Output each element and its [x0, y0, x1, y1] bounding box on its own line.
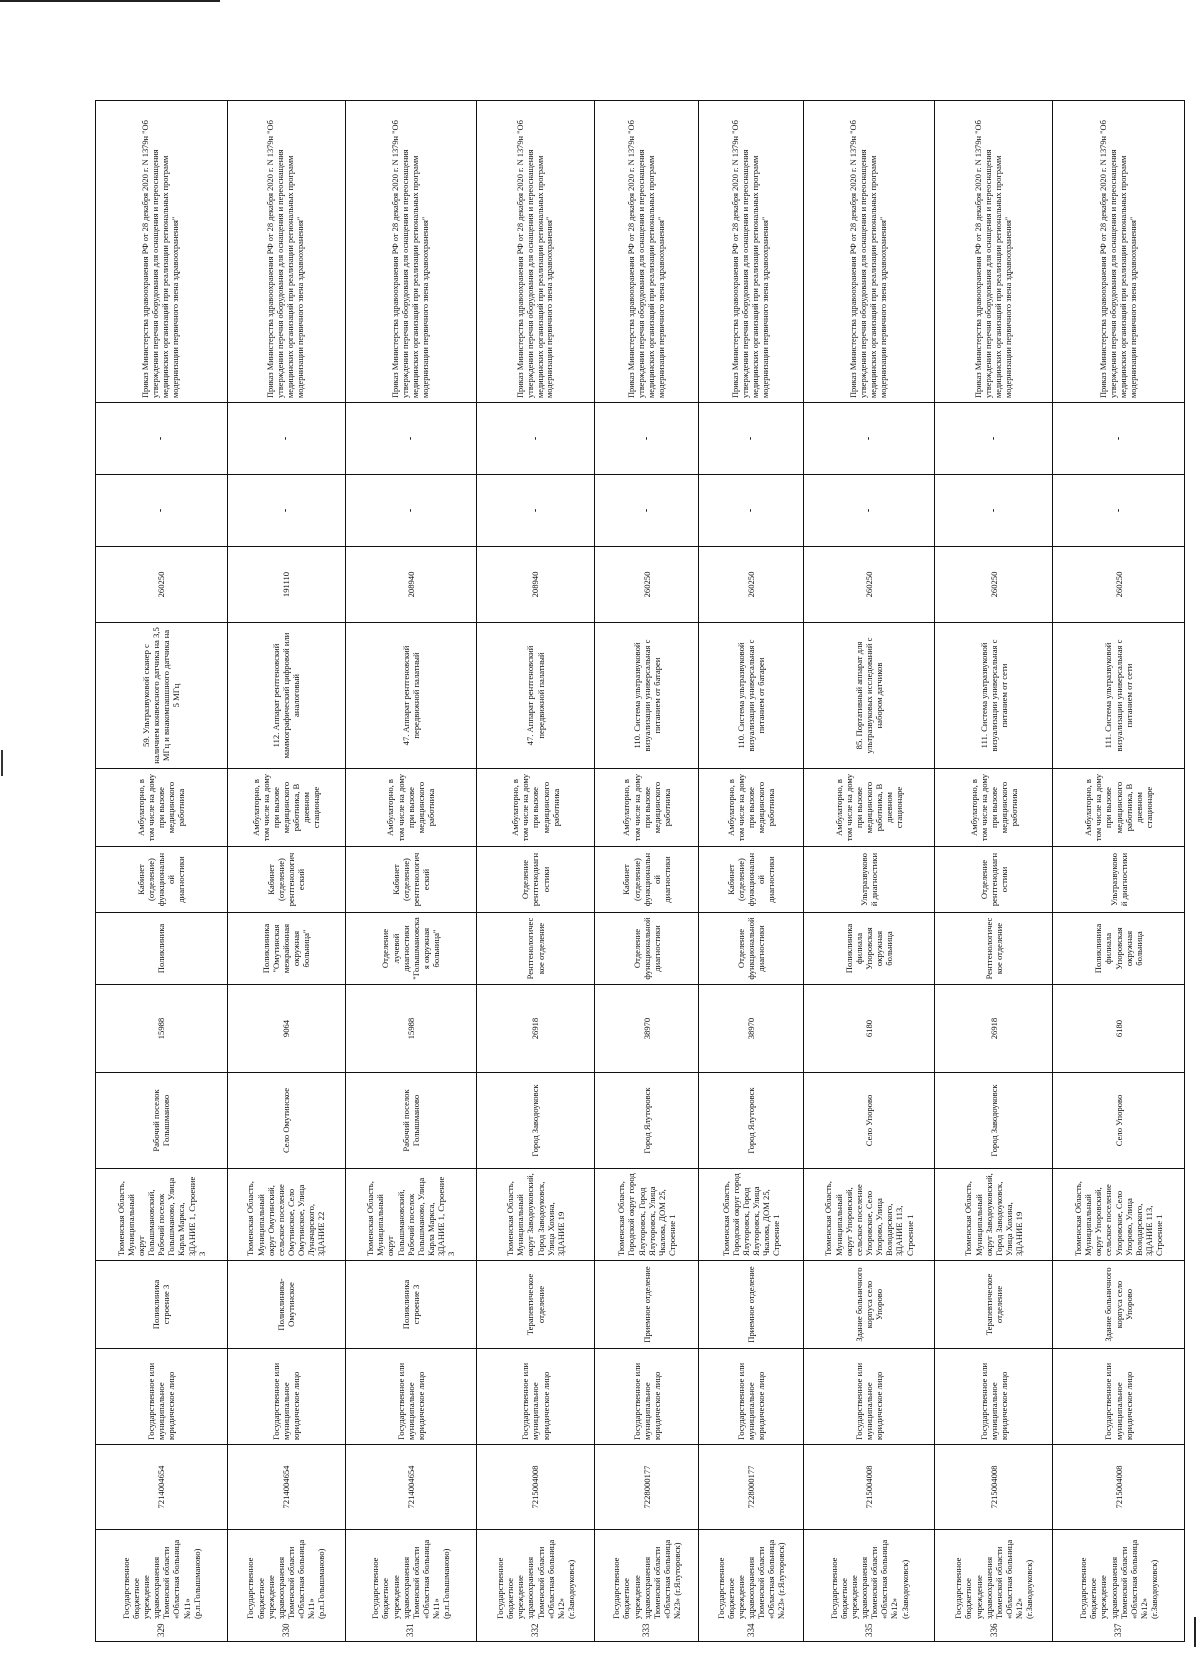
care-conditions-cell: Амбулаторно, в том числе на дому при вызове медицинского работника	[595, 769, 699, 847]
population-cell: 26918	[477, 985, 595, 1073]
empty-value-cell: -	[477, 475, 595, 547]
cabinet-cell: Кабинет (отделение) функциональной диагностики	[595, 847, 699, 913]
locality-cell: Город Ялуторовск	[595, 1073, 699, 1169]
entity-type-cell: Государственное или муниципальное юридическое лицо	[345, 1349, 477, 1445]
address-cell: Тюменская Область, Муниципальный округ Заводоуковский, Город Заводоуковск, Улица Хохина, ЗДАНИЕ 19	[477, 1169, 595, 1261]
scan-edge-line	[0, 0, 220, 2]
entity-type-cell: Государственное или муниципальное юридическое лицо	[803, 1349, 935, 1445]
entity-type-cell: Государственное или муниципальное юридическое лицо	[227, 1349, 345, 1445]
cabinet-cell: Ультразвуковой диагностики	[803, 847, 935, 913]
row-number: 332	[530, 1623, 541, 1637]
inn-cell: 7215004008	[803, 1445, 935, 1530]
price-cell: 191110	[227, 547, 345, 623]
locality-cell: Село Упорово	[1053, 1073, 1185, 1169]
empty-value-cell: -	[595, 475, 699, 547]
order-reference-cell: Приказ Министерства здравоохранения РФ от 28 декабря 2020 г. N 1379н "Об утверждении перечня оборудования для оснащения и переоснащения медицинских организаций при реализации региональных программ модернизации первичного звена здравоохранения"	[935, 101, 1053, 403]
cabinet-cell: Кабинет (отделение) функциональной диагностики	[96, 847, 228, 913]
table-row	[477, 101, 595, 1642]
organization-cell	[227, 1530, 345, 1642]
equipment-cell: 111. Система ультразвуковой визуализации универсальная с питанием от сети	[935, 623, 1053, 769]
care-conditions-cell: Амбулаторно, в том числе на дому при вызове медицинского работника, В дневном стационаре	[1053, 769, 1185, 847]
inn-cell: 7215004008	[1053, 1445, 1185, 1530]
table-row	[227, 101, 345, 1642]
empty-value-cell: -	[699, 403, 803, 475]
price-cell: 260250	[96, 547, 228, 623]
cabinet-cell: Кабинет (отделение) рентгенологический	[345, 847, 477, 913]
equipment-cell: 85. Портативный аппарат для ультразвуковых исследований с набором датчиков	[803, 623, 935, 769]
locality-cell: Город Заводоуковск	[935, 1073, 1053, 1169]
inn-cell: 7214004654	[96, 1445, 228, 1530]
inn-cell: 7215004008	[477, 1445, 595, 1530]
division-cell: Рентгенологическое отделение	[477, 913, 595, 985]
organization-name: Государственное бюджетное учреждение здравоохранения Тюменской области «Областная больница №12» (г.Заводоуковск)	[828, 1539, 910, 1619]
order-reference-cell: Приказ Министерства здравоохранения РФ от 28 декабря 2020 г. N 1379н "Об утверждении перечня оборудования для оснащения и переоснащения медицинских организаций при реализации региональных программ модернизации первичного звена здравоохранения"	[803, 101, 935, 403]
order-reference-cell: Приказ Министерства здравоохранения РФ от 28 декабря 2020 г. N 1379н "Об утверждении перечня оборудования для оснащения и переоснащения медицинских организаций при реализации региональных программ модернизации первичного звена здравоохранения"	[227, 101, 345, 403]
cabinet-cell: Отделение рентгенодиагностики	[935, 847, 1053, 913]
address-cell: Тюменская Область, Муниципальный округ Голышмановский, Рабочий поселок Голышманово, Улица Карла Маркса, ЗДАНИЕ 1, Строение 3	[345, 1169, 477, 1261]
table-row	[803, 101, 935, 1642]
population-cell: 15988	[96, 985, 228, 1073]
row-number: 337	[1113, 1623, 1124, 1637]
care-conditions-cell: Амбулаторно, в том числе на дому при вызове медицинского работника	[345, 769, 477, 847]
address-cell: Тюменская Область, Муниципальный округ Омутинский, сельское поселение Омутинское, Село Омутинское, Улица Луначарского, ЗДАНИЕ 22	[227, 1169, 345, 1261]
order-reference-cell: Приказ Министерства здравоохранения РФ от 28 декабря 2020 г. N 1379н "Об утверждении перечня оборудования для оснащения и переоснащения медицинских организаций при реализации региональных программ модернизации первичного звена здравоохранения"	[96, 101, 228, 403]
care-conditions-cell: Амбулаторно, в том числе на дому при вызове медицинского работника	[96, 769, 228, 847]
empty-value-cell: -	[1053, 403, 1185, 475]
empty-value-cell: -	[803, 403, 935, 475]
division-cell: Поликлиника "Омутинская межрайонная окружная больница"	[227, 913, 345, 985]
entity-type-cell: Государственное или муниципальное юридическое лицо	[595, 1349, 699, 1445]
organization-name: Государственное бюджетное учреждение здравоохранения Тюменской области «Областная больница №23» (г.Ялуторовск)	[715, 1539, 787, 1619]
population-cell: 6180	[1053, 985, 1185, 1073]
equipment-cell: 110. Система ультразвуковой визуализации универсальная с питанием от батареи	[595, 623, 699, 769]
table-row	[1053, 101, 1185, 1642]
order-reference-cell: Приказ Министерства здравоохранения РФ от 28 декабря 2020 г. N 1379н "Об утверждении перечня оборудования для оснащения и переоснащения медицинских организаций при реализации региональных программ модернизации первичного звена здравоохранения"	[477, 101, 595, 403]
address-cell: Тюменская Область, Городской округ город Ялуторовск, Город Ялуторовск, Улица Чкалова, ДОМ 25, Строение 1	[595, 1169, 699, 1261]
empty-value-cell: -	[227, 403, 345, 475]
table-row	[595, 101, 699, 1642]
scan-edge-mark-right	[1194, 1617, 1196, 1647]
empty-value-cell: -	[935, 475, 1053, 547]
price-cell: 260250	[803, 547, 935, 623]
entity-type-cell: Государственное или муниципальное юридическое лицо	[935, 1349, 1053, 1445]
locality-cell: Село Упорово	[803, 1073, 935, 1169]
building-cell: Приемное отделение	[699, 1261, 803, 1349]
equipment-cell: 110. Система ультразвуковой визуализации универсальная с питанием от батареи	[699, 623, 803, 769]
row-number: 336	[988, 1623, 999, 1637]
building-cell: Терапевтическое отделение	[477, 1261, 595, 1349]
scan-edge-mark-left	[1, 750, 3, 776]
row-number: 330	[280, 1623, 291, 1637]
organization-cell	[803, 1530, 935, 1642]
table-row	[345, 101, 477, 1642]
organization-name: Государственное бюджетное учреждение здравоохранения Тюменской области «Областная больница №11» (р.п.Голышманово)	[245, 1539, 327, 1619]
row-number: 333	[641, 1623, 652, 1637]
division-cell: Поликлиника	[96, 913, 228, 985]
building-cell: Поликлиника-Омутинское	[227, 1261, 345, 1349]
row-number: 334	[745, 1623, 756, 1637]
locality-cell: Город Заводоуковск	[477, 1073, 595, 1169]
population-cell: 38970	[595, 985, 699, 1073]
price-cell: 208940	[477, 547, 595, 623]
organization-cell	[699, 1530, 803, 1642]
empty-value-cell: -	[699, 475, 803, 547]
division-cell: Поликлиника филиала Упоровская окружная больница	[1053, 913, 1185, 985]
price-cell: 260250	[699, 547, 803, 623]
cabinet-cell: Кабинет (отделение) рентгенологический	[227, 847, 345, 913]
price-cell: 260250	[935, 547, 1053, 623]
locality-cell: Село Омутинское	[227, 1073, 345, 1169]
entity-type-cell: Государственное или муниципальное юридическое лицо	[699, 1349, 803, 1445]
care-conditions-cell: Амбулаторно, в том числе на дому при вызове медицинского работника	[699, 769, 803, 847]
building-cell: Здание больничного корпуса село Упорово	[803, 1261, 935, 1349]
organization-name: Государственное бюджетное учреждение здравоохранения Тюменской области «Областная больница №12» (г.Заводоуковск)	[1078, 1539, 1160, 1619]
entity-type-cell: Государственное или муниципальное юридическое лицо	[477, 1349, 595, 1445]
organization-name: Государственное бюджетное учреждение здравоохранения Тюменской области «Областная больница №23» (г.Ялуторовск)	[611, 1539, 683, 1619]
population-cell: 38970	[699, 985, 803, 1073]
cabinet-cell: Ультразвуковой диагностики	[1053, 847, 1185, 913]
empty-value-cell: -	[96, 475, 228, 547]
row-number: 329	[155, 1623, 166, 1637]
building-cell: Приемное отделение	[595, 1261, 699, 1349]
organization-name: Государственное бюджетное учреждение здравоохранения Тюменской области «Областная больница №12» (г.Заводоуковск)	[953, 1539, 1035, 1619]
division-cell: Рентгенологическое отделение	[935, 913, 1053, 985]
equipment-cell: 59. Ультразвуковой сканер с наличием конвексного датчика на 3,5 МГц и внакомпашшного датчика на 5 МГц	[96, 623, 228, 769]
building-cell: Поликлиника строение 3	[345, 1261, 477, 1349]
locality-cell: Город Ялуторовск	[699, 1073, 803, 1169]
empty-value-cell: -	[595, 403, 699, 475]
inn-cell: 7214004654	[227, 1445, 345, 1530]
empty-value-cell: -	[345, 475, 477, 547]
division-cell: Отделение лучевой диагностики "Голышмановская окружная больница"	[345, 913, 477, 985]
division-cell: Поликлиника филиала Упоровская окружная больница	[803, 913, 935, 985]
equipment-cell: 47. Аппарат рентгеновский передвижной палатный	[477, 623, 595, 769]
equipment-cell: 112. Аппарат рентгеновский маммографический цифровой или аналоговый	[227, 623, 345, 769]
order-reference-cell: Приказ Министерства здравоохранения РФ от 28 декабря 2020 г. N 1379н "Об утверждении перечня оборудования для оснащения и переоснащения медицинских организаций при реализации региональных программ модернизации первичного звена здравоохранения"	[595, 101, 699, 403]
price-cell: 208940	[345, 547, 477, 623]
price-cell: 260250	[1053, 547, 1185, 623]
population-cell: 6180	[803, 985, 935, 1073]
organization-cell	[595, 1530, 699, 1642]
empty-value-cell: -	[1053, 475, 1185, 547]
cabinet-cell: Кабинет (отделение) функциональной диагностики	[699, 847, 803, 913]
table-row	[96, 101, 228, 1642]
locality-cell: Рабочий поселок Голышманово	[96, 1073, 228, 1169]
division-cell: Отделение функциональной диагностики	[699, 913, 803, 985]
care-conditions-cell: Амбулаторно, в том числе на дому при вызове медицинского работника	[477, 769, 595, 847]
empty-value-cell: -	[935, 403, 1053, 475]
organization-cell	[1053, 1530, 1185, 1642]
organization-cell	[477, 1530, 595, 1642]
row-number: 335	[863, 1623, 874, 1637]
population-cell: 15988	[345, 985, 477, 1073]
building-cell: Терапевтическое отделение	[935, 1261, 1053, 1349]
organization-cell	[96, 1530, 228, 1642]
price-cell: 260250	[595, 547, 699, 623]
empty-value-cell: -	[96, 403, 228, 475]
cabinet-cell: Отделение рентгенодиагностики	[477, 847, 595, 913]
equipment-cell: 111. Система ультразвуковой визуализации универсальная с питанием от сети	[1053, 623, 1185, 769]
care-conditions-cell: Амбулаторно, в том числе на дому при вызове медицинского работника, В дневном стационаре	[227, 769, 345, 847]
organization-name: Государственное бюджетное учреждение здравоохранения Тюменской области «Областная больница №12» (г.Заводоуковск)	[494, 1539, 576, 1619]
inn-cell: 7215004008	[935, 1445, 1053, 1530]
organization-name: Государственное бюджетное учреждение здравоохранения Тюменской области «Областная больница №11» (р.п.Голышманово)	[120, 1539, 202, 1619]
equipment-table	[95, 100, 1185, 1642]
equipment-cell: 47. Аппарат рентгеновский передвижной палатный	[345, 623, 477, 769]
population-cell: 26918	[935, 985, 1053, 1073]
empty-value-cell: -	[477, 403, 595, 475]
inn-cell: 7228000177	[699, 1445, 803, 1530]
care-conditions-cell: Амбулаторно, в том числе на дому при вызове медицинского работника	[935, 769, 1053, 847]
entity-type-cell: Государственное или муниципальное юридическое лицо	[1053, 1349, 1185, 1445]
address-cell: Тюменская Область, Муниципальный округ Голышмановский, Рабочий поселок Голышманово, Улица Карла Маркса, ЗДАНИЕ 1, Строение 3	[96, 1169, 228, 1261]
organization-cell	[345, 1530, 477, 1642]
inn-cell: 7228000177	[595, 1445, 699, 1530]
building-cell: Здание больничного корпуса село Упорово	[1053, 1261, 1185, 1349]
inn-cell: 7214004654	[345, 1445, 477, 1530]
rotated-table-container	[95, 102, 1185, 1642]
building-cell: Поликлиника строение 3	[96, 1261, 228, 1349]
empty-value-cell: -	[345, 403, 477, 475]
organization-cell	[935, 1530, 1053, 1642]
address-cell: Тюменская Область, Городской округ город Ялуторовск, Город Ялуторовск, Улица Чкалова, ДОМ 25, Строение 1	[699, 1169, 803, 1261]
division-cell: Отделение функциональной диагностики	[595, 913, 699, 985]
table-row	[935, 101, 1053, 1642]
table-row	[699, 101, 803, 1642]
population-cell: 9064	[227, 985, 345, 1073]
care-conditions-cell: Амбулаторно, в том числе на дому при вызове медицинского работника, В дневном стационаре	[803, 769, 935, 847]
order-reference-cell: Приказ Министерства здравоохранения РФ от 28 декабря 2020 г. N 1379н "Об утверждении перечня оборудования для оснащения и переоснащения медицинских организаций при реализации региональных программ модернизации первичного звена здравоохранения"	[1053, 101, 1185, 403]
empty-value-cell: -	[227, 475, 345, 547]
address-cell: Тюменская Область, Муниципальный округ Упоровский, сельское поселение Упоровское, Село Упорово, Улица Володарского, ЗДАНИЕ 113, Строение 1	[1053, 1169, 1185, 1261]
row-number: 331	[405, 1623, 416, 1637]
address-cell: Тюменская Область, Муниципальный округ Заводоуковский, Город Заводоуковск, Улица Хохина, ЗДАНИЕ 19	[935, 1169, 1053, 1261]
order-reference-cell: Приказ Министерства здравоохранения РФ от 28 декабря 2020 г. N 1379н "Об утверждении перечня оборудования для оснащения и переоснащения медицинских организаций при реализации региональных программ модернизации первичного звена здравоохранения"	[699, 101, 803, 403]
organization-name: Государственное бюджетное учреждение здравоохранения Тюменской области «Областная больница №11» (р.п.Голышманово)	[370, 1539, 452, 1619]
order-reference-cell: Приказ Министерства здравоохранения РФ от 28 декабря 2020 г. N 1379н "Об утверждении перечня оборудования для оснащения и переоснащения медицинских организаций при реализации региональных программ модернизации первичного звена здравоохранения"	[345, 101, 477, 403]
empty-value-cell: -	[803, 475, 935, 547]
address-cell: Тюменская Область, Муниципальный округ Упоровский, сельское поселение Упоровское, Село Упорово, Улица Володарского, ЗДАНИЕ 113, Строение 1	[803, 1169, 935, 1261]
entity-type-cell: Государственное или муниципальное юридическое лицо	[96, 1349, 228, 1445]
locality-cell: Рабочий поселок Голышманово	[345, 1073, 477, 1169]
